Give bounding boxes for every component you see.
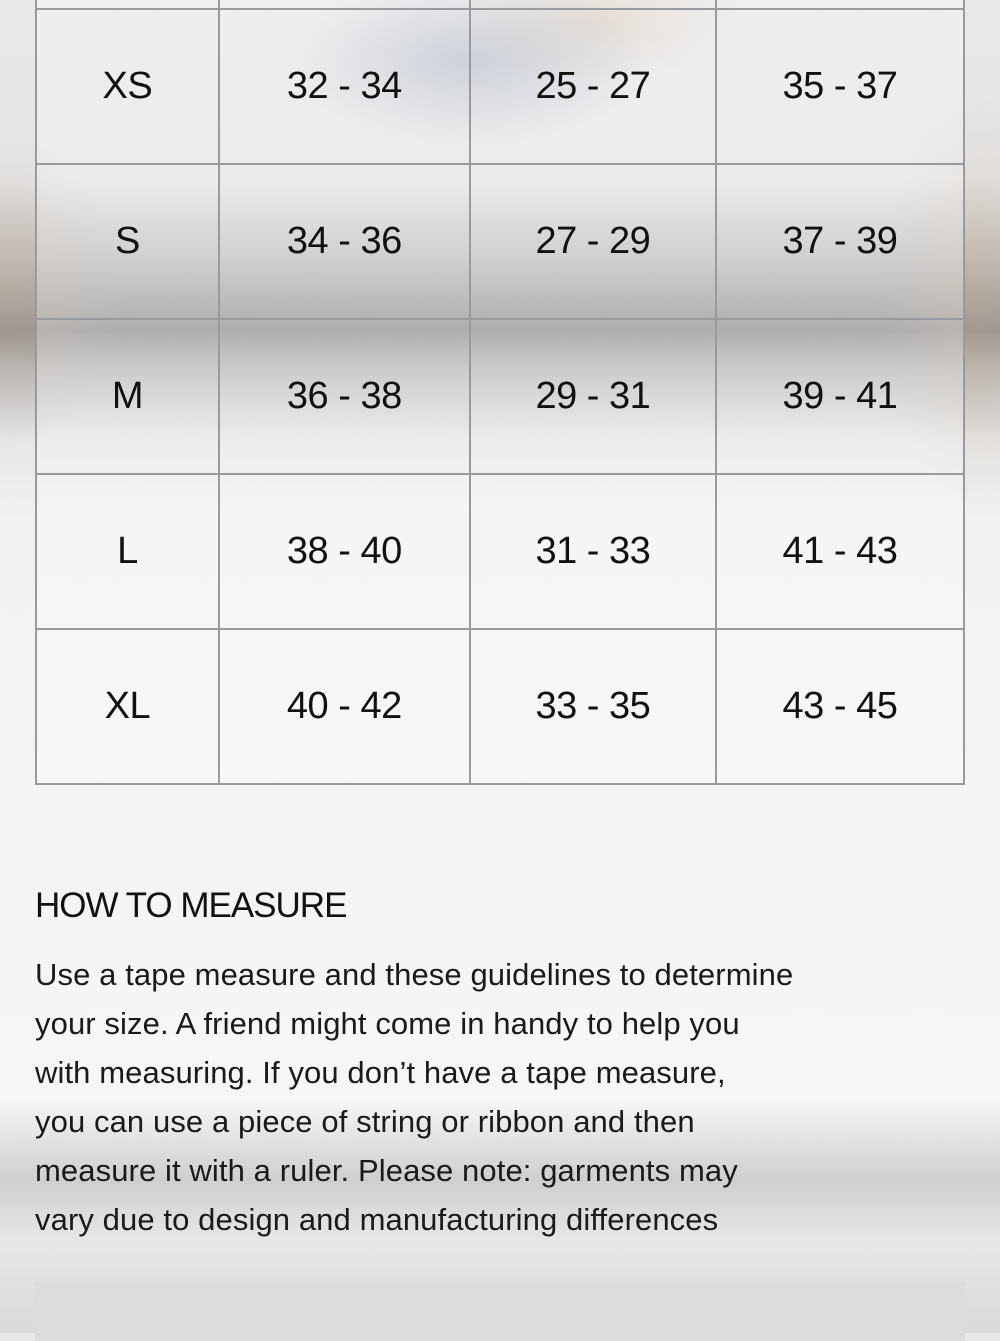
cell-measure-b: 31 - 33 bbox=[470, 474, 716, 629]
how-to-measure-line: vary due to design and manufacturing differences bbox=[35, 1202, 719, 1237]
cell-measure-a: 38 - 40 bbox=[219, 474, 470, 629]
cell-measure-b: 29 - 31 bbox=[470, 319, 716, 474]
cell-measure-c: 39 - 41 bbox=[716, 319, 964, 474]
cell-measure-a: 36 - 38 bbox=[219, 319, 470, 474]
cell-size: M bbox=[36, 319, 219, 474]
cell-measure-c: 43 - 45 bbox=[716, 629, 964, 784]
cell-size: XL bbox=[36, 629, 219, 784]
table-row-l bbox=[36, 474, 964, 629]
table-row-m bbox=[36, 319, 964, 474]
cell-measure-b: 27 - 29 bbox=[470, 164, 716, 319]
cell-size: S bbox=[36, 164, 219, 319]
cell-measure-a bbox=[219, 0, 470, 9]
cell-measure-c: 37 - 39 bbox=[716, 164, 964, 319]
cell-measure-c bbox=[716, 0, 964, 9]
how-to-measure-title: HOW TO MEASURE bbox=[35, 886, 347, 925]
how-to-measure-line: your size. A friend might come in handy to help you bbox=[35, 1006, 740, 1041]
table-row-xs bbox=[36, 9, 964, 164]
how-to-measure-line: with measuring. If you don’t have a tape measure, bbox=[35, 1055, 726, 1090]
size-chart-table bbox=[35, 0, 965, 785]
cell-size bbox=[36, 0, 219, 9]
cell-measure-c: 35 - 37 bbox=[716, 9, 964, 164]
measurement-illustration-panel bbox=[35, 1281, 965, 1341]
how-to-measure-line: you can use a piece of string or ribbon and then bbox=[35, 1104, 695, 1139]
table-row-xl bbox=[36, 629, 964, 784]
cell-measure-a: 34 - 36 bbox=[219, 164, 470, 319]
cell-measure-a: 32 - 34 bbox=[219, 9, 470, 164]
table-row-partial bbox=[36, 0, 964, 9]
how-to-measure-text bbox=[35, 950, 915, 1244]
cell-measure-b: 33 - 35 bbox=[470, 629, 716, 784]
table-row-s bbox=[36, 164, 964, 319]
cell-measure-c: 41 - 43 bbox=[716, 474, 964, 629]
cell-size: XS bbox=[36, 9, 219, 164]
how-to-measure-line: Use a tape measure and these guidelines to determine bbox=[35, 957, 794, 992]
cell-measure-b: 25 - 27 bbox=[470, 9, 716, 164]
cell-measure-a: 40 - 42 bbox=[219, 629, 470, 784]
cell-measure-b bbox=[470, 0, 716, 9]
cell-size: L bbox=[36, 474, 219, 629]
how-to-measure-line: measure it with a ruler. Please note: garments may bbox=[35, 1153, 738, 1188]
